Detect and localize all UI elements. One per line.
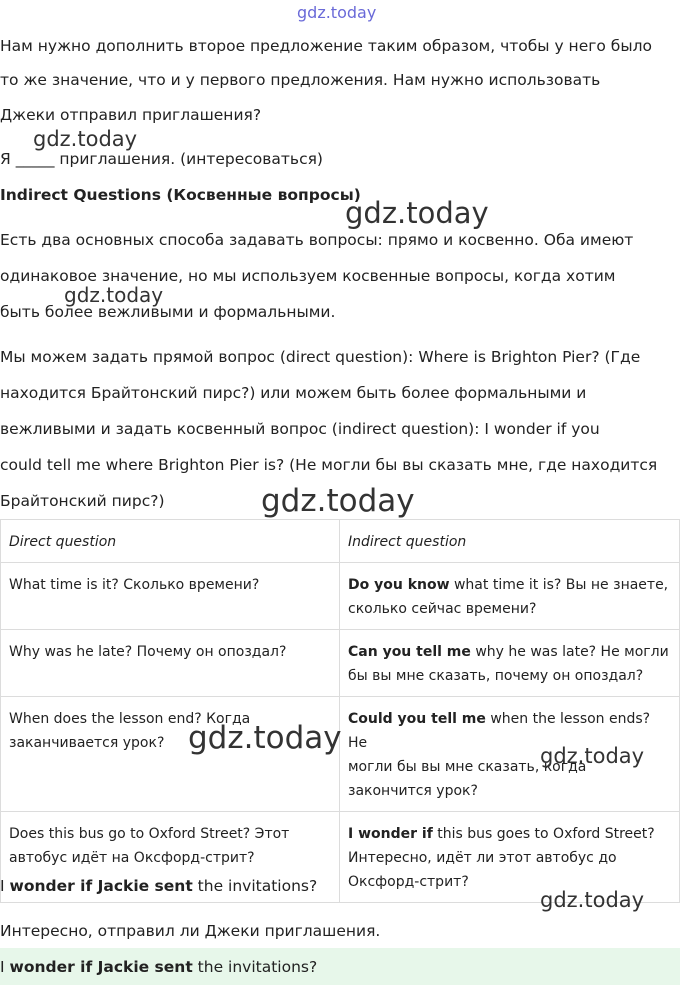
para1-line-2: одинаковое значение, но мы используем косвенные вопросы, когда хотим bbox=[0, 267, 616, 285]
para2-line-5: Брайтонский пирс?) bbox=[0, 492, 165, 510]
direct-question-cell: Why was he late? Почему он опоздал? bbox=[1, 630, 340, 697]
indirect-question-cell: Do you know what time it is? Вы не знаете, сколько сейчас времени? bbox=[340, 563, 680, 630]
watermark: gdz.today bbox=[297, 3, 377, 22]
para1-line-3: быть более вежливыми и формальными. bbox=[0, 303, 336, 321]
para1-line-1: Есть два основных способа задавать вопросы: прямо и косвенно. Оба имеют bbox=[0, 231, 634, 249]
watermark: gdz.today bbox=[540, 888, 645, 912]
watermark: gdz.today bbox=[345, 196, 489, 230]
para2-line-1: Мы можем задать прямой вопрос (direct question): Where is Brighton Pier? (Где bbox=[0, 348, 641, 366]
direct-question-cell: When does the lesson end? Когда заканчивается урок? bbox=[1, 697, 340, 812]
section-heading: Indirect Questions (Косвенные вопросы) bbox=[0, 186, 361, 204]
para2-line-3: вежливыми и задать косвенный вопрос (indirect question): I wonder if you bbox=[0, 420, 600, 438]
direct-question-cell: Does this bus go to Oxford Street? Этот автобус идёт на Оксфорд-стрит? bbox=[1, 812, 340, 903]
table-header-row bbox=[1, 520, 680, 563]
intro-line-2: то же значение, что и у первого предложения. Нам нужно использовать bbox=[0, 71, 601, 89]
watermark: gdz.today bbox=[33, 127, 138, 151]
header-direct-question: Direct question bbox=[1, 520, 340, 563]
para2-line-4: could tell me where Brighton Pier is? (Не могли бы вы сказать мне, где находится bbox=[0, 456, 658, 474]
intro-line-3: Джеки отправил приглашения? bbox=[0, 106, 262, 124]
indirect-question-cell: Could you tell me when the lesson ends? Не могли бы вы мне сказать, когда закончится урок? bbox=[340, 697, 680, 812]
para2-line-2: находится Брайтонский пирс?) или можем быть более формальными и bbox=[0, 384, 587, 402]
indirect-question-cell: Can you tell me why he was late? Не могли бы вы мне сказать, почему он опоздал? bbox=[340, 630, 680, 697]
table-row bbox=[1, 563, 680, 630]
answer-line: I wonder if Jackie sent the invitations? bbox=[0, 877, 318, 895]
watermark: gdz.today bbox=[540, 744, 645, 768]
table-row bbox=[1, 630, 680, 697]
header-indirect-question: Indirect question bbox=[340, 520, 680, 563]
questions-table bbox=[0, 519, 680, 903]
intro-line-1: Нам нужно дополнить второе предложение таким образом, чтобы у него было bbox=[0, 37, 652, 55]
final-answer-line: I wonder if Jackie sent the invitations? bbox=[0, 958, 318, 976]
intro-line-4: Я _____ приглашения. (интересоваться) bbox=[0, 150, 323, 168]
indirect-question-cell: I wonder if this bus goes to Oxford Street? Интересно, идёт ли этот автобус до Оксфорд-стрит? bbox=[340, 812, 680, 903]
watermark: gdz.today bbox=[64, 283, 164, 307]
watermark: gdz.today bbox=[188, 720, 342, 756]
answer-translation: Интересно, отправил ли Джеки приглашения. bbox=[0, 922, 381, 940]
direct-question-cell: What time is it? Сколько времени? bbox=[1, 563, 340, 630]
watermark: gdz.today bbox=[261, 483, 415, 519]
